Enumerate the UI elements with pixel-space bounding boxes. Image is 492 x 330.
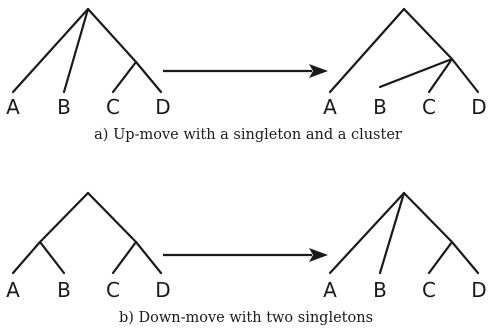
edge-cd-to-c	[429, 242, 452, 273]
edge-bcd-to-d	[452, 59, 478, 92]
leaf-label-b: B	[373, 95, 387, 119]
edge-ab-to-a	[13, 242, 40, 273]
leaf-label-d: D	[471, 95, 487, 119]
edge-root-to-a	[330, 9, 404, 92]
edge-cd-to-d	[452, 242, 478, 273]
panel-b-arrow	[163, 248, 328, 262]
edge-root-to-cd	[404, 193, 452, 242]
edge-root-to-bcd	[404, 9, 452, 59]
panel-b-caption: b) Down-move with two singletons	[118, 310, 374, 326]
panel-b-after-tree	[323, 193, 487, 302]
edge-ab-to-b	[40, 242, 64, 273]
panel-a-arrow	[163, 64, 328, 78]
leaf-label-a: A	[6, 278, 20, 302]
edge-root-to-cd	[88, 9, 136, 62]
leaf-label-a: A	[323, 95, 337, 119]
leaf-label-b: B	[373, 278, 387, 302]
panel-b-before-tree	[6, 193, 171, 302]
leaf-label-d: D	[155, 95, 171, 119]
leaf-label-d: D	[471, 278, 487, 302]
leaf-label-c: C	[106, 95, 120, 119]
edge-cd-to-c	[113, 242, 136, 273]
leaf-label-b: B	[57, 95, 71, 119]
panel-a-caption: a) Up-move with a singleton and a cluster	[94, 127, 402, 143]
edge-cd-to-c	[113, 62, 136, 92]
panel-b	[6, 193, 487, 326]
leaf-label-c: C	[106, 278, 120, 302]
leaf-label-c: C	[422, 95, 436, 119]
leaf-label-d: D	[155, 278, 171, 302]
leaf-label-a: A	[6, 95, 20, 119]
leaf-label-b: B	[57, 278, 71, 302]
edge-root-to-cd	[88, 193, 136, 242]
leaf-label-a: A	[323, 278, 337, 302]
panel-a-before-tree	[6, 9, 171, 119]
leaf-label-c: C	[422, 278, 436, 302]
edge-root-to-ab	[40, 193, 88, 242]
edge-cd-to-d	[136, 242, 161, 273]
edge-cd-to-d	[136, 62, 161, 92]
panel-a-after-tree	[323, 9, 487, 119]
panel-a	[6, 9, 487, 143]
